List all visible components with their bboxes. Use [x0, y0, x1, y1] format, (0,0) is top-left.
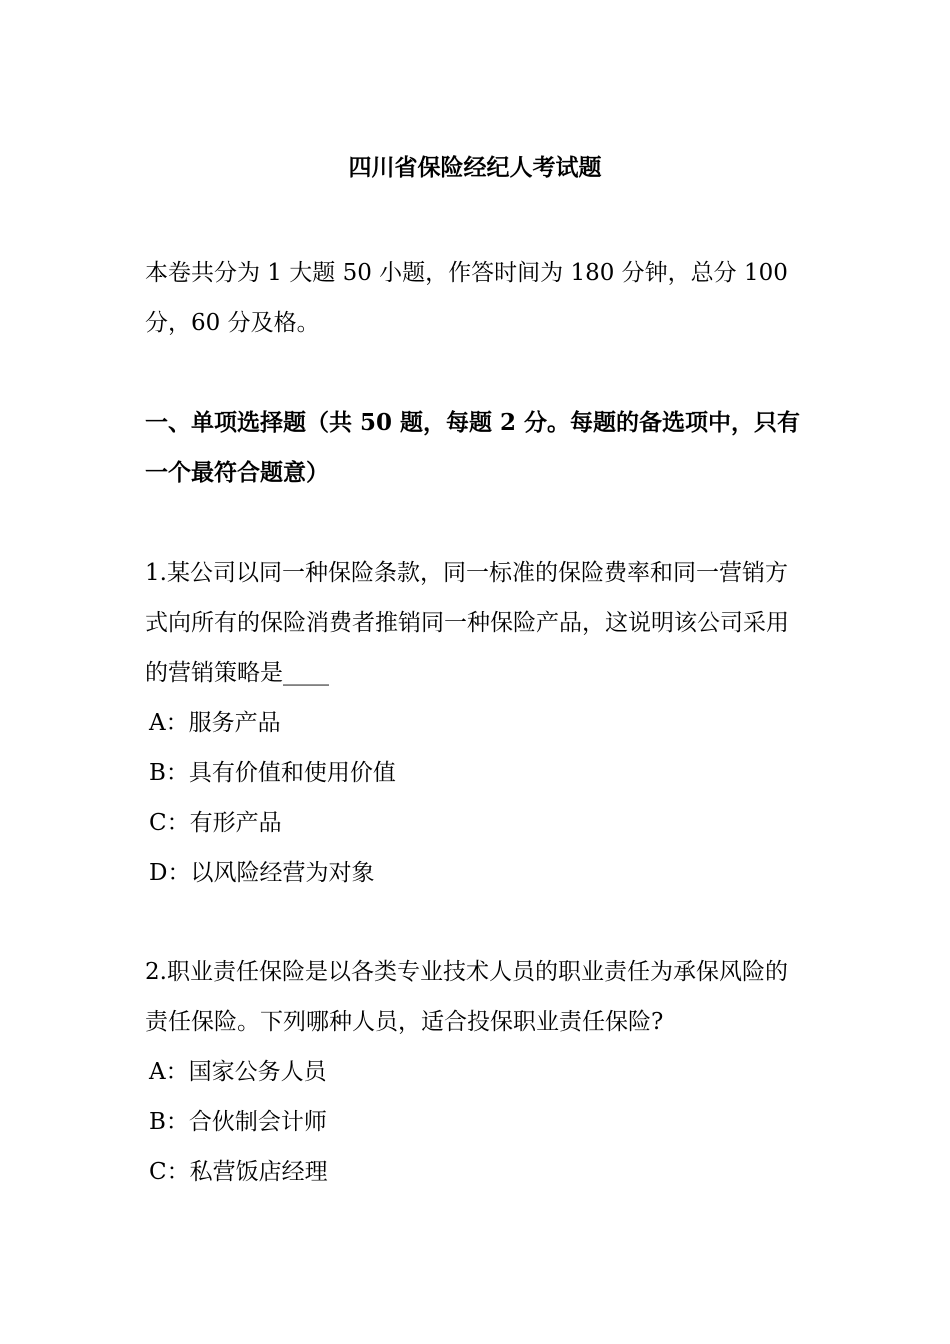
question-2-option-c: C：私营饭店经理 — [149, 1159, 328, 1185]
question-2 — [145, 947, 810, 1197]
question-1-option-d: D：以风险经营为对象 — [149, 860, 375, 886]
question-2-option-a: A：国家公务人员 — [149, 1059, 327, 1085]
exam-intro: 本卷共分为 1 大题 50 小题，作答时间为 180 分钟，总分 100 分，60 分及格。 — [145, 260, 788, 336]
question-1-option-a: A：服务产品 — [149, 710, 281, 736]
question-2-text: 2.职业责任保险是以各类专业技术人员的职业责任为承保风险的责任保险。下列哪种人员，适合投保职业责任保险? — [145, 959, 788, 1035]
question-1-option-c: C：有形产品 — [149, 810, 282, 836]
question-1 — [145, 548, 810, 898]
question-1-text: 1.某公司以同一种保险条款，同一标准的保险费率和同一营销方式向所有的保险消费者推销同一种保险产品，这说明该公司采用的营销策略是____ — [145, 560, 789, 686]
question-2-options — [145, 1047, 810, 1197]
question-2-option-b: B：合伙制会计师 — [149, 1109, 327, 1135]
document-title: 四川省保险经纪人考试题 — [348, 154, 602, 181]
question-1-options — [145, 698, 810, 898]
section-heading: 一、单项选择题（共 50 题，每题 2 分。每题的备选项中，只有一个最符合题意） — [145, 409, 801, 486]
question-1-option-b: B：具有价值和使用价值 — [149, 760, 396, 786]
